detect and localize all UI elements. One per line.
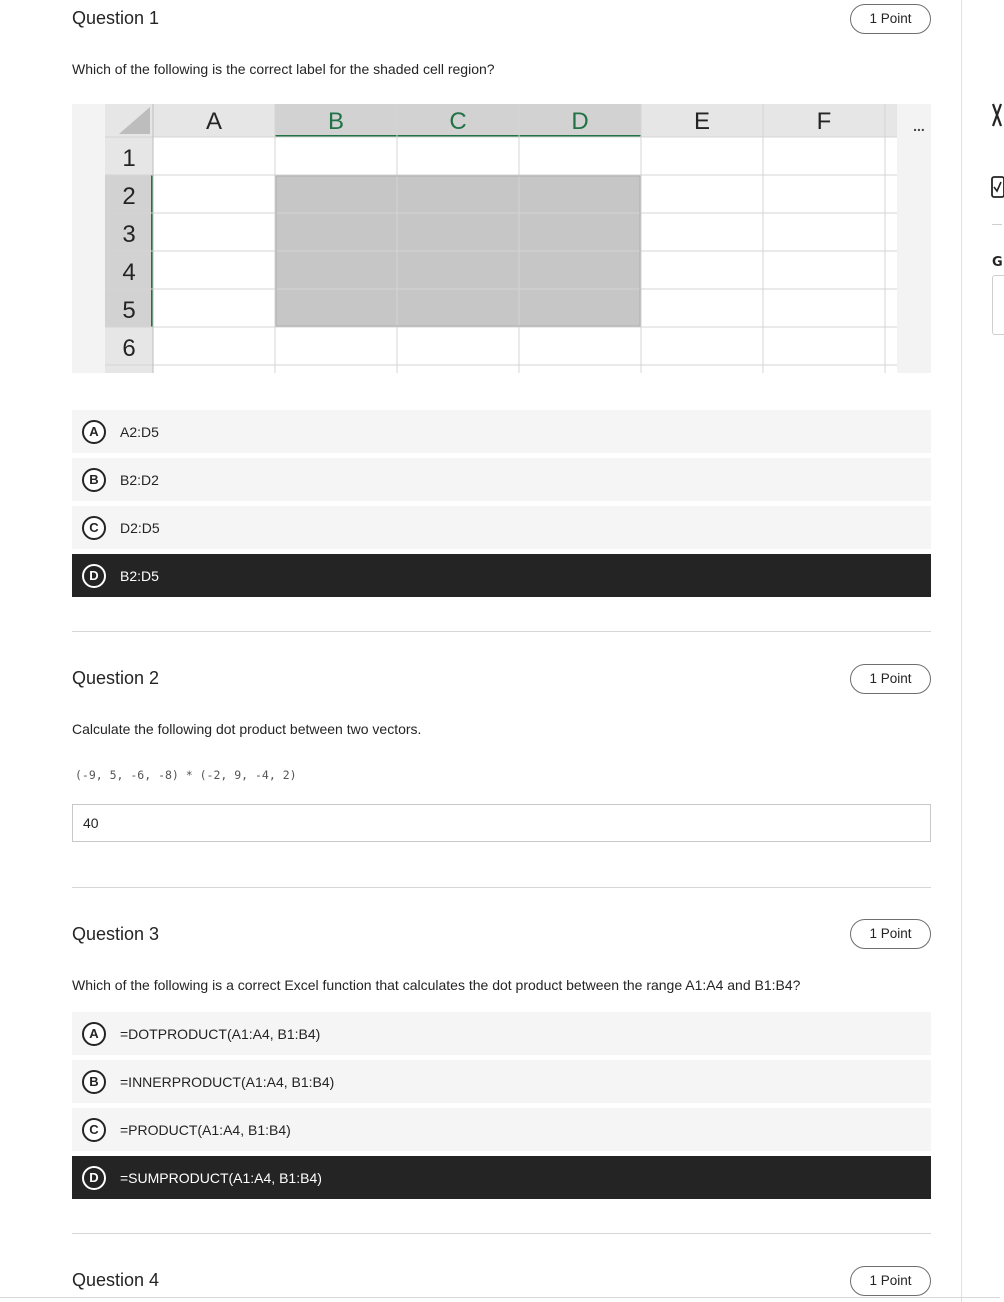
option-label: =SUMPRODUCT(A1:A4, B1:B4) xyxy=(120,1169,322,1186)
question-4-points-badge: 1 Point xyxy=(850,1266,931,1296)
column-label: E xyxy=(693,108,711,135)
column-label: D xyxy=(571,108,589,135)
option-label: D2:D5 xyxy=(120,519,160,536)
option-a[interactable] xyxy=(72,1012,931,1055)
option-letter-badge: B xyxy=(82,468,106,492)
side-panel xyxy=(962,0,1003,1302)
row-label: 3 xyxy=(122,221,136,248)
spreadsheet-grid xyxy=(72,104,931,373)
option-letter-badge: D xyxy=(82,564,106,588)
option-letter-badge: C xyxy=(82,516,106,540)
option-label: B2:D5 xyxy=(120,567,159,584)
column-label: A xyxy=(205,108,223,135)
row-label: 2 xyxy=(122,183,136,210)
question-4-title: Question 4 xyxy=(72,1270,160,1290)
row-label: 4 xyxy=(122,259,136,286)
more-columns-indicator: ... xyxy=(913,118,925,134)
option-label: A2:D5 xyxy=(120,423,159,440)
answer-input[interactable] xyxy=(72,804,931,842)
option-b[interactable] xyxy=(72,458,931,501)
column-label: B xyxy=(327,108,345,135)
option-label: =DOTPRODUCT(A1:A4, B1:B4) xyxy=(120,1025,321,1042)
close-icon[interactable] xyxy=(992,102,1002,128)
column-label: F xyxy=(816,108,832,135)
dot-product-expression: (-9, 5, -6, -8) * (-2, 9, -4, 2) xyxy=(75,768,297,782)
option-label: B2:D2 xyxy=(120,471,159,488)
bottom-border xyxy=(0,1297,1000,1298)
option-letter-badge: B xyxy=(82,1070,106,1094)
column-label: C xyxy=(449,108,467,135)
question-2-points-badge: 1 Point xyxy=(850,664,931,694)
question-1-title: Question 1 xyxy=(72,8,160,28)
panel-divider xyxy=(992,224,1002,225)
question-divider xyxy=(72,631,931,632)
option-letter-badge: A xyxy=(82,420,106,444)
option-c[interactable] xyxy=(72,1108,931,1151)
question-3-points-badge: 1 Point xyxy=(850,919,931,949)
panel-label: G xyxy=(992,255,1003,270)
option-letter-badge: C xyxy=(82,1118,106,1142)
option-label: =PRODUCT(A1:A4, B1:B4) xyxy=(120,1121,291,1138)
question-divider xyxy=(72,887,931,888)
option-d[interactable] xyxy=(72,554,931,597)
option-d[interactable] xyxy=(72,1156,931,1199)
option-letter-badge: D xyxy=(82,1166,106,1190)
panel-input[interactable] xyxy=(992,275,1004,335)
checkbox-icon[interactable] xyxy=(991,172,1001,202)
option-a[interactable] xyxy=(72,410,931,453)
question-1-text: Which of the following is the correct label for the shaded cell region? xyxy=(72,61,495,77)
question-1-points-badge: 1 Point xyxy=(850,4,931,34)
row-label: 1 xyxy=(122,145,136,172)
option-label: =INNERPRODUCT(A1:A4, B1:B4) xyxy=(120,1073,335,1090)
row-label: 5 xyxy=(122,297,136,324)
question-2-title: Question 2 xyxy=(72,668,160,688)
question-3-text: Which of the following is a correct Excel function that calculates the dot product between the range A1:A4 and B1:B4? xyxy=(72,977,801,993)
spreadsheet-image xyxy=(72,104,931,373)
question-2-text: Calculate the following dot product between two vectors. xyxy=(72,721,422,737)
option-c[interactable] xyxy=(72,506,931,549)
question-divider xyxy=(72,1233,931,1234)
option-b[interactable] xyxy=(72,1060,931,1103)
option-letter-badge: A xyxy=(82,1022,106,1046)
row-label: 6 xyxy=(122,335,136,362)
question-3-title: Question 3 xyxy=(72,924,160,944)
